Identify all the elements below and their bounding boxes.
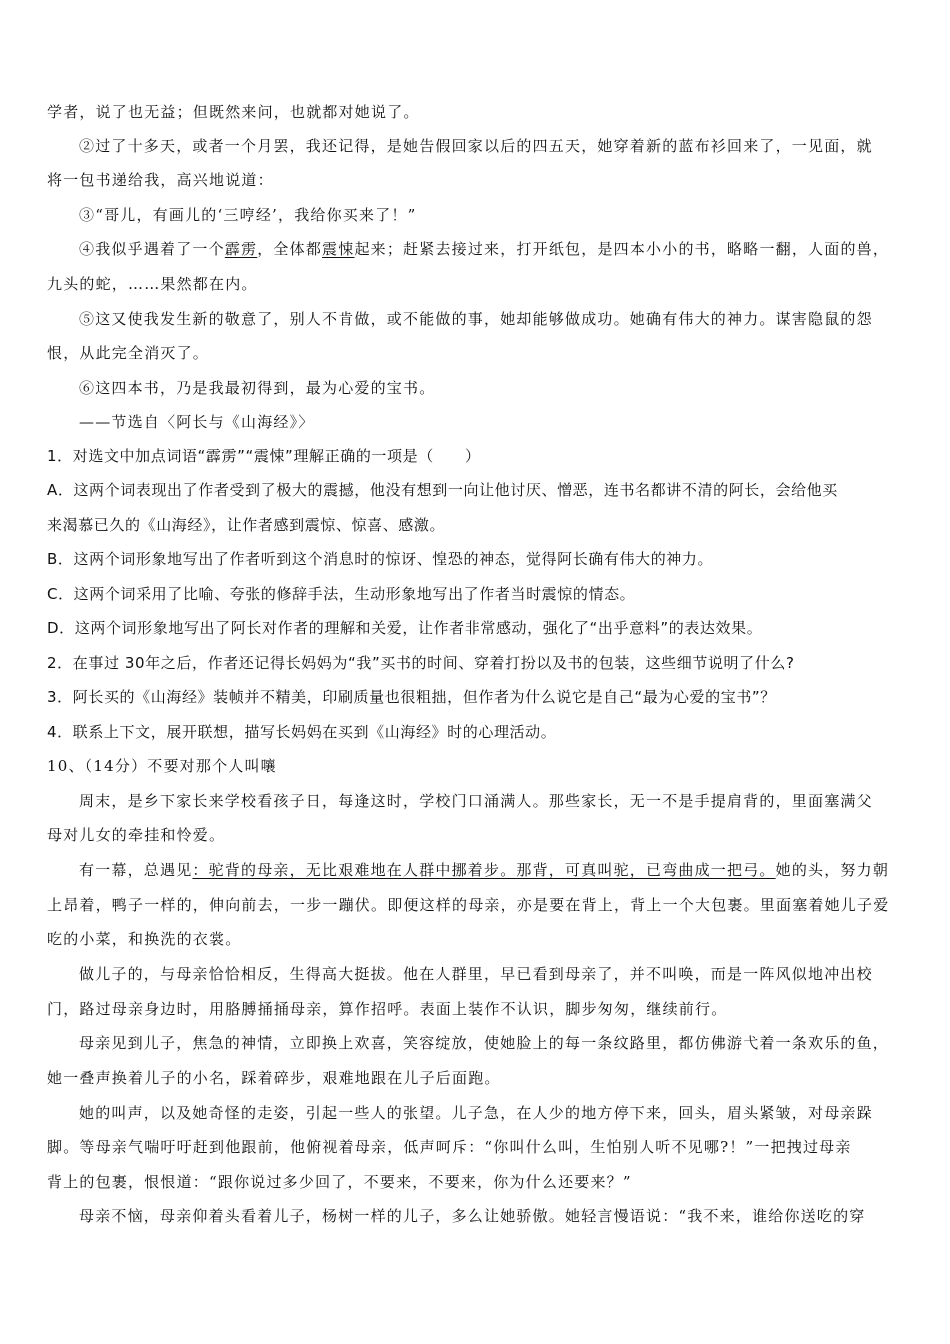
section-10-heading: 10、（14分）不要对那个人叫嚷 <box>47 757 277 775</box>
passage1-p2-line1: ②过了十多天，或者一个月罢，我还记得，是她告假回家以后的四五天，她穿着新的蓝布衫回来了，一见面，就 <box>79 137 873 155</box>
passage1-p5-line2: 恨，从此完全消灭了。 <box>47 344 210 362</box>
passage1-p4-line1 <box>79 239 907 261</box>
passage2-p1-line2: 母对儿女的牵挂和怜爱。 <box>47 826 226 844</box>
passage2-p6-line1: 母亲不恼，母亲仰着头看着儿子，杨树一样的儿子，多么让她骄傲。她轻言慢语说：“我不来，谁给你送吃的穿 <box>79 1207 866 1225</box>
passage2-p3-line2: 门，路过母亲身边时，用胳膊捅捅母亲，算作招呼。表面上装作不认识，脚步匆匆，继续前行。 <box>47 1000 728 1018</box>
option-a-line2: 来渴慕已久的《山海经》，让作者感到震惊、惊喜、感激。 <box>47 516 446 534</box>
passage2-p2-line1 <box>79 860 907 882</box>
p4-text-c: 起来；赶紧去接过来，打开纸包，是四本小小的书，略略一翻，人面的兽， <box>354 240 890 258</box>
p2-text-a: 有一幕，总遇见 <box>79 861 193 879</box>
passage1-p3: ③“哥儿，有画儿的‘三哼经’，我给你买来了！” <box>79 206 417 224</box>
dotted-word-zhensong: 震悚 <box>322 240 355 258</box>
passage1-p0: 学者，说了也无益；但既然来问，也就都对她说了。 <box>47 103 420 121</box>
underlined-sentence: ：驼背的母亲，无比艰难地在人群中挪着步。那背，可真叫驼，已弯曲成一把弓。 <box>192 861 776 879</box>
p2-text-b: 她的头，努力朝 <box>775 861 890 879</box>
passage1-p5-line1: ⑤这又使我发生新的敬意了，别人不肯做，或不能做的事，她却能够做成功。她确有伟大的神力。谋害隐鼠的怨 <box>79 310 873 328</box>
passage2-p4-line2: 她一叠声换着儿子的小名，踩着碎步，艰难地跟在儿子后面跑。 <box>47 1069 501 1087</box>
p4-text-b: ，全体都 <box>257 240 323 258</box>
passage2-p3-line1: 做儿子的，与母亲恰恰相反，生得高大挺拔。他在人群里，早已看到母亲了，并不叫唤，而是一阵风似地冲出校 <box>79 965 873 983</box>
option-b: B．这两个词形象地写出了作者听到这个消息时的惊讶、惶恐的神态，觉得阿长确有伟大的神力。 <box>47 550 714 568</box>
passage2-p2-line2: 上昂着，鸭子一样的，伸向前去，一步一蹦伏。即便这样的母亲，亦是要在背上，背上一个大包裹。里面塞着她儿子爱 <box>47 896 890 914</box>
dotted-word-pili: 霹雳 <box>224 240 258 258</box>
passage2-p2-line3: 吃的小菜，和换洗的衣裳。 <box>47 930 242 948</box>
passage2-p5-line2: 脚。等母亲气喘吁吁赶到他跟前，他俯视着母亲，低声呵斥：“你叫什么叫，生怕别人听不见哪?！”一把拽过母亲 <box>47 1138 852 1156</box>
option-a-line1: A．这两个词表现出了作者受到了极大的震撼，他没有想到一向让他讨厌、憎恶，连书名都讲不清的阿长，会给他买 <box>47 481 838 499</box>
passage2-p4-line1: 母亲见到儿子，焦急的神情，立即换上欢喜，笑容绽放，使她脸上的每一条纹路里，都仿佛游弋着一条欢乐的鱼， <box>79 1034 890 1052</box>
option-d: D．这两个词形象地写出了阿长对作者的理解和关爱，让作者非常感动，强化了“出乎意料”的表达效果。 <box>47 619 763 637</box>
passage2-p1-line1: 周末，是乡下家长来学校看孩子日，每逢这时，学校门口涌满人。那些家长，无一不是手提肩背的，里面塞满父 <box>79 792 873 810</box>
p4-text-a: ④我似乎遇着了一个 <box>79 240 225 258</box>
option-c: C．这两个词采用了比喻、夸张的修辞手法，生动形象地写出了作者当时震惊的情态。 <box>47 585 636 603</box>
passage1-p2-line2: 将一包书递给我，高兴地说道： <box>47 171 274 189</box>
passage2-p5-line1: 她的叫声，以及她奇怪的走姿，引起一些人的张望。儿子急，在人少的地方停下来，回头，眉头紧皱，对母亲跺 <box>79 1104 873 1122</box>
passage1-p6: ⑥这四本书，乃是我最初得到，最为心爱的宝书。 <box>79 379 436 397</box>
passage2-p5-line3: 背上的包裹，恨恨道：“跟你说过多少回了，不要来，不要来，你为什么还要来？” <box>47 1173 632 1191</box>
question-2: 2．在事过 30年之后，作者还记得长妈妈为“我”买书的时间、穿着打扮以及书的包装，这些细节说明了什么? <box>47 654 795 672</box>
question-3: 3．阿长买的《山海经》装帧并不精美，印刷质量也很粗拙，但作者为什么说它是自己“最为心爱的宝书”？ <box>47 688 776 706</box>
question-1: 1．对选文中加点词语“霹雳”“震悚”理解正确的一项是（ ） <box>47 447 481 465</box>
passage1-p4-line2: 九头的蛇，……果然都在内。 <box>47 275 258 293</box>
passage1-source: ——节选自〈阿长与《山海经》〉 <box>79 413 315 431</box>
question-4: 4．联系上下文，展开联想，描写长妈妈在买到《山海经》时的心理活动。 <box>47 723 557 741</box>
